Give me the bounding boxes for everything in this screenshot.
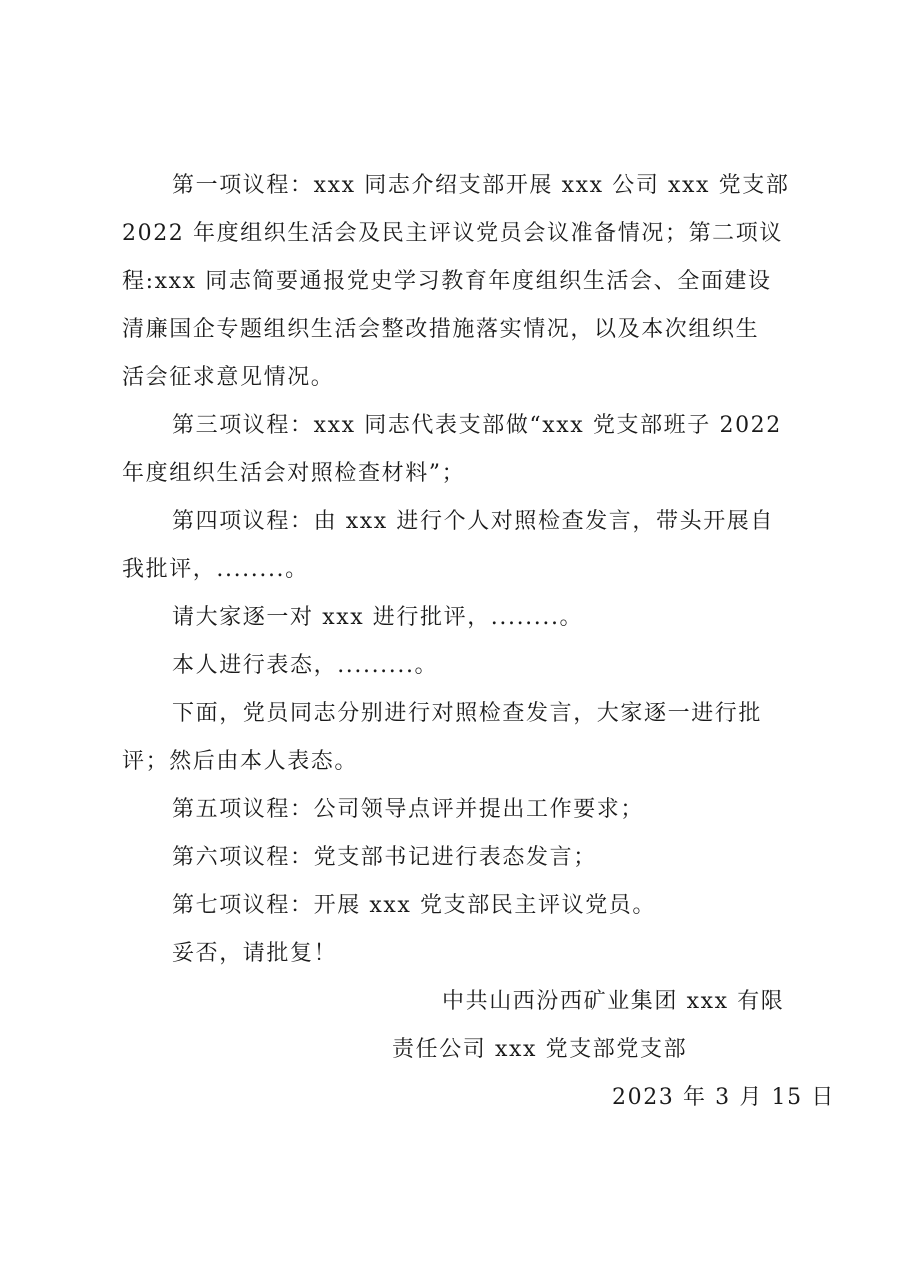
body-text-line: 第七项议程：开展 xxx 党支部民主评议党员。: [172, 893, 657, 918]
body-text-line: 评；然后由本人表态。: [122, 749, 359, 774]
body-text-line: 2022 年度组织生活会及民主评议党员会议准备情况；第二项议: [122, 221, 783, 246]
signature-line-1: 中共山西汾西矿业集团 xxx 有限: [442, 989, 785, 1014]
body-text-line: 第五项议程：公司领导点评并提出工作要求；: [172, 797, 645, 822]
body-text-line: 我批评，........。: [122, 557, 309, 582]
body-text-line: 清廉国企专题组织生活会整改措施落实情况，以及本次组织生: [122, 317, 760, 342]
body-text-line: 请大家逐一对 xxx 进行批评，........。: [172, 605, 584, 630]
body-text-line: 第六项议程：党支部书记进行表态发言；: [172, 845, 597, 870]
body-text-line: 第一项议程：xxx 同志介绍支部开展 xxx 公司 xxx 党支部: [172, 173, 790, 198]
signature-line-2: 责任公司 xxx 党支部党支部: [392, 1037, 688, 1062]
body-text-line: 年度组织生活会对照检查材料”；: [122, 461, 466, 486]
document-date: 2023 年 3 月 15 日: [612, 1085, 835, 1110]
body-text-line: 第四项议程：由 xxx 进行个人对照检查发言，带头开展自: [172, 509, 775, 534]
body-text-line: 下面，党员同志分别进行对照检查发言，大家逐一进行批: [172, 701, 763, 726]
body-text-line: 程:xxx 同志简要通报党史学习教育年度组织生活会、全面建设: [122, 269, 772, 294]
body-text-line: 第三项议程：xxx 同志代表支部做“xxx 党支部班子 2022: [172, 413, 782, 438]
body-text-line: 活会征求意见情况。: [122, 365, 335, 390]
closing-request: 妥否，请批复！: [172, 941, 338, 966]
body-text-line: 本人进行表态，.........。: [172, 653, 439, 678]
